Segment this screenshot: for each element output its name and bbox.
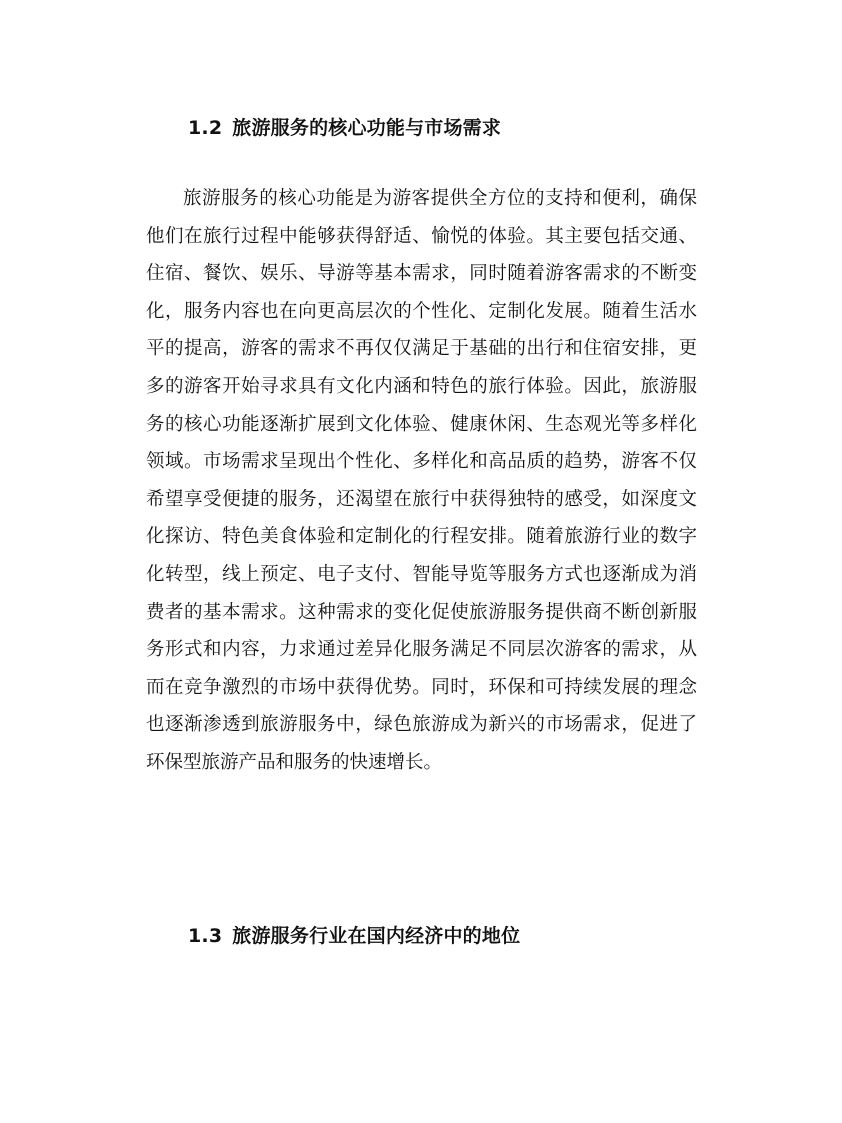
section-heading-1-3 bbox=[188, 924, 520, 948]
section-title: 旅游服务行业在国内经济中的地位 bbox=[232, 925, 521, 947]
section-body bbox=[146, 180, 697, 782]
section-number: 1.2 bbox=[188, 117, 223, 139]
body-paragraph: 旅游服务的核心功能是为游客提供全方位的支持和便利，确保他们在旅行过程中能够获得舒适、愉悦的体验。其主要包括交通、住宿、餐饮、娱乐、导游等基本需求，同时随着游客需求的不断变化，服务内容也在向更高层次的个性化、定制化发展。随着生活水平的提高，游客的需求不再仅仅满足于基础的出行和住宿安排，更多的游客开始寻求具有文化内涵和特色的旅行体验。因此，旅游服务的核心功能逐渐扩展到文化体验、健康休闲、生态观光等多样化领域。市场需求呈现出个性化、多样化和高品质的趋势，游客不仅希望享受便捷的服务，还渴望在旅行中获得独特的感受，如深度文化探访、特色美食体验和定制化的行程安排。随着旅游行业的数字化转型，线上预定、电子支付、智能导览等服务方式也逐渐成为消费者的基本需求。这种需求的变化促使旅游服务提供商不断创新服务形式和内容，力求通过差异化服务满足不同层次游客的需求，从而在竞争激烈的市场中获得优势。同时，环保和可持续发展的理念也逐渐渗透到旅游服务中，绿色旅游成为新兴的市场需求，促进了环保型旅游产品和服务的快速增长。 bbox=[146, 188, 697, 773]
section-heading-1-2 bbox=[188, 116, 501, 140]
section-title: 旅游服务的核心功能与市场需求 bbox=[232, 117, 502, 139]
section-number: 1.3 bbox=[188, 925, 223, 947]
